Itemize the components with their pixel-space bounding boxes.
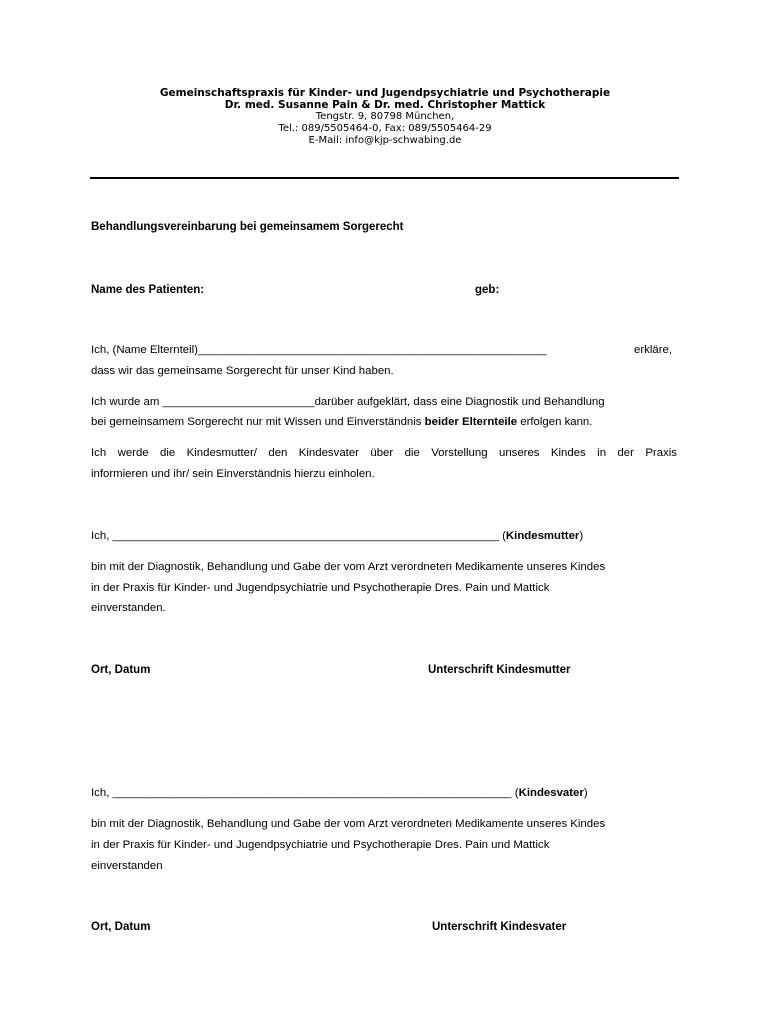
practice-name: Gemeinschaftspraxis für Kinder- und Jugendpsychiatrie und Psychotherapie [159,87,611,99]
mother-signature-label: Unterschrift Kindesmutter [428,664,571,676]
document-title: Behandlungsvereinbarung bei gemeinsamem Sorgerecht [91,221,404,233]
inform-parent-line: Ich werde die Kindesmutter/ den Kindesvater über die Vorstellung unseres Kindes in der Praxis [91,447,677,459]
father-consent-line-3: einverstanden [91,860,163,872]
father-consent-line-2: in der Praxis für Kinder- und Jugendpsychiatrie und Psychotherapie Dres. Pain und Mattick [91,839,550,851]
mother-consent-line-3: einverstanden. [91,602,166,614]
header-divider [90,177,679,179]
consent-text-pre: bei gemeinsamem Sorgerecht nur mit Wissen und Einverständnis [91,416,425,428]
father-place-date-label: Ort, Datum [91,921,151,933]
doctor-names: Dr. med. Susanne Pain & Dr. med. Christopher Mattick [224,99,546,111]
parent-name-line: Ich, (Name Elternteil)_______________________________________________________ [91,344,547,356]
practice-phone-fax: Tel.: 089/5505464-0, Fax: 089/5505464-29 [278,123,492,134]
mother-place-date-label: Ort, Datum [91,664,151,676]
father-consent-line-1: bin mit der Diagnostik, Behandlung und Gabe der vom Arzt verordneten Medikamente unseres Kindes [91,818,606,830]
mother-consent-line-1: bin mit der Diagnostik, Behandlung und Gabe der vom Arzt verordneten Medikamente unseres Kindes [91,561,606,573]
informed-date-line: Ich wurde am ________________________darüber aufgeklärt, dass eine Diagnostik und Behandlung [91,396,605,408]
father-signature-label: Unterschrift Kindesvater [432,921,567,933]
declare-word: erkläre, [634,344,672,356]
practice-email: E-Mail: info@kjp-schwabing.de [308,135,462,146]
obtain-consent-line: informieren und ihr/ sein Einverständnis hierzu einholen. [91,468,375,480]
father-label: Kindesvater [518,787,584,799]
consent-requirement-line [91,415,592,429]
custody-statement: dass wir das gemeinsame Sorgerecht für unser Kind haben. [91,365,394,377]
mother-label: Kindesmutter [505,530,580,542]
father-name-line [91,786,588,800]
patient-birth-label: geb: [475,284,500,296]
mother-line-pre: Ich, _____________________________________________________________ ( [91,530,506,542]
mother-line-post: ) [579,530,584,542]
mother-consent-line-2: in der Praxis für Kinder- und Jugendpsychiatrie und Psychotherapie Dres. Pain und Mattick [91,582,550,594]
father-line-post: ) [583,787,588,799]
practice-address: Tengstr. 9, 80798 München, [315,111,455,122]
both-parents-text: beider Elternteile [424,416,518,428]
mother-name-line [91,529,583,543]
consent-text-post: erfolgen kann. [517,416,593,428]
patient-name-label: Name des Patienten: [91,284,205,296]
father-line-pre: Ich, _______________________________________________________________ ( [91,787,519,799]
